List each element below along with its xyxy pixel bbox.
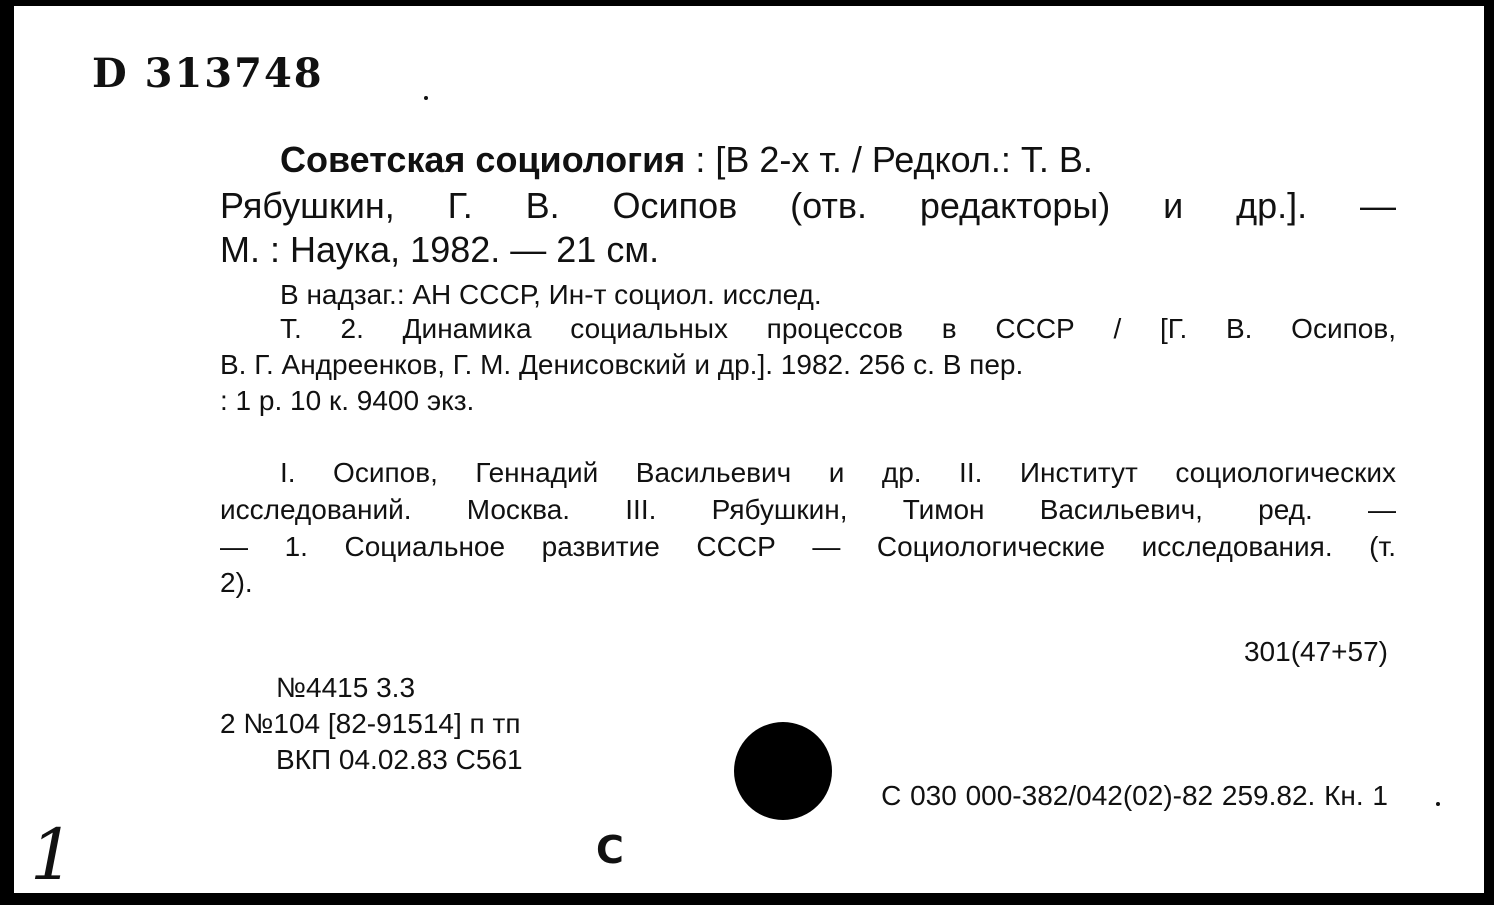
title-line xyxy=(220,138,1396,182)
card-border-right xyxy=(1484,0,1494,905)
volume-line-3: : 1 р. 10 к. 9400 экз. xyxy=(220,385,475,416)
volume-line-2: В. Г. Андреенков, Г. М. Денисовский и др.]. 1982. 256 с. В пер. xyxy=(220,349,1024,380)
speck xyxy=(1436,802,1440,806)
section-letter: С xyxy=(596,828,624,872)
volume-line-1: Т. 2. Динамика социальных процессов в СССР / [Г. В. Осипов, xyxy=(280,313,1396,344)
tracing-line-1: I. Осипов, Геннадий Васильевич и др. II. Институт социологических xyxy=(280,457,1396,488)
title-rest: : [В 2-х т. / Редкол.: Т. В. xyxy=(685,139,1093,180)
bottom-code: С 030 000-382/042(02)-82 259.82. Кн. 1 xyxy=(881,780,1388,811)
card-border-left xyxy=(0,0,14,905)
tracing-line-2: исследований. Москва. III. Рябушкин, Тимон Васильевич, ред. — xyxy=(220,494,1396,525)
responsibility-line: Рябушкин, Г. В. Осипов (отв. редакторы) и др.]. — xyxy=(220,185,1396,226)
print-number: 2 №104 [82-91514] п тп xyxy=(220,708,521,739)
card-id: D 313748 xyxy=(92,50,324,97)
book-title: Советская социология xyxy=(280,139,686,180)
classification-code: 301(47+57) xyxy=(1243,636,1388,667)
card-border-bottom xyxy=(0,893,1494,905)
imprint-line: М. : Наука, 1982. — 21 см. xyxy=(220,229,660,270)
punch-hole xyxy=(734,722,832,820)
order-number: №4415 3.3 xyxy=(276,672,416,703)
tracing-line-4: 2). xyxy=(220,567,253,598)
vkp-code: ВКП 04.02.83 С561 xyxy=(276,744,523,775)
handwritten-number: 1 xyxy=(30,814,75,896)
card-border-top xyxy=(0,0,1494,6)
speck xyxy=(424,96,428,100)
note-line: В надзаг.: АН СССР, Ин-т социол. исслед. xyxy=(280,279,822,310)
tracing-line-3: — 1. Социальное развитие СССР — Социологические исследования. (т. xyxy=(220,531,1396,562)
